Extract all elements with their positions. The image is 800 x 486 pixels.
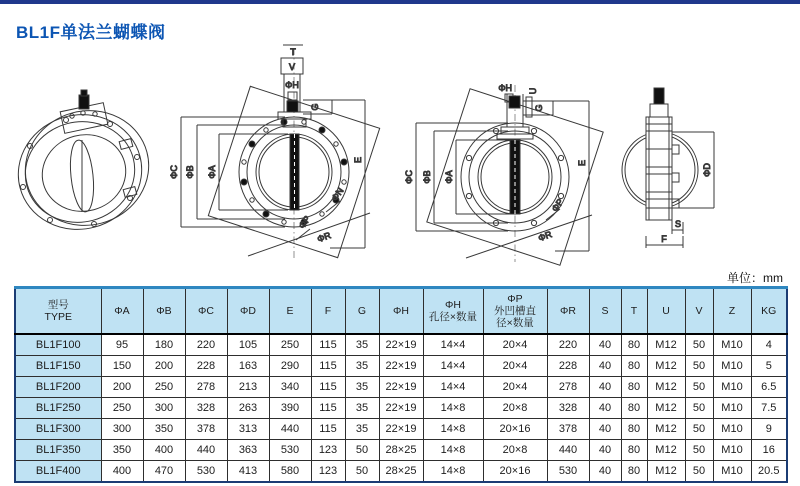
table-row: [15, 461, 787, 483]
value-cell: 300: [143, 398, 185, 419]
value-cell: 20×4: [483, 377, 547, 398]
value-cell: 6.5: [751, 377, 787, 398]
dim-label-g: G: [310, 103, 320, 111]
table-row: [15, 334, 787, 356]
dim-label-phi-p: ΦP: [549, 197, 566, 214]
value-cell: 250: [269, 334, 311, 356]
col-header-4: [227, 288, 269, 335]
value-cell: 278: [547, 377, 589, 398]
value-cell: 5: [751, 356, 787, 377]
value-cell: 290: [269, 356, 311, 377]
col-header-6: [311, 288, 345, 335]
value-cell: 35: [345, 356, 379, 377]
value-cell: 213: [227, 377, 269, 398]
value-cell: 14×8: [423, 398, 483, 419]
col-header-text: ΦH: [393, 304, 409, 317]
value-cell: 363: [227, 440, 269, 461]
col-header-text: ΦB: [156, 304, 172, 317]
col-header-text: ΦP: [507, 292, 523, 305]
value-cell: 22×19: [379, 334, 423, 356]
value-cell: 378: [547, 419, 589, 440]
value-cell: 228: [547, 356, 589, 377]
page-title: BL1F单法兰蝴蝶阀: [16, 23, 166, 42]
model-cell: BL1F250: [15, 398, 101, 419]
value-cell: 530: [185, 461, 227, 483]
value-cell: 328: [547, 398, 589, 419]
model-cell: BL1F400: [15, 461, 101, 483]
value-cell: 200: [143, 356, 185, 377]
col-header-text: V: [695, 304, 703, 317]
col-header-text: G: [357, 304, 367, 317]
header-row: [15, 288, 787, 335]
table-row: [15, 377, 787, 398]
value-cell: M10: [713, 356, 751, 377]
value-cell: 40: [589, 334, 621, 356]
value-cell: M10: [713, 377, 751, 398]
model-cell: BL1F200: [15, 377, 101, 398]
front-view-drawing-1: [169, 45, 380, 258]
value-cell: 20×8: [483, 440, 547, 461]
value-cell: 80: [621, 461, 647, 483]
value-cell: 40: [589, 440, 621, 461]
value-cell: 123: [311, 461, 345, 483]
col-header-text: F: [324, 304, 332, 317]
table-row: [15, 356, 787, 377]
dim-label-t: T: [290, 47, 296, 57]
value-cell: 4: [751, 334, 787, 356]
model-cell: BL1F150: [15, 356, 101, 377]
col-header-text: TYPE: [44, 311, 72, 323]
value-cell: 200: [101, 377, 143, 398]
value-cell: 263: [227, 398, 269, 419]
table-row: [15, 440, 787, 461]
side-view-drawing: [622, 88, 714, 248]
col-header-text: T: [630, 304, 638, 317]
value-cell: 9: [751, 419, 787, 440]
dim-label-phi-d: ΦD: [702, 163, 712, 177]
value-cell: 14×8: [423, 419, 483, 440]
value-cell: M10: [713, 334, 751, 356]
col-header-text: E: [286, 304, 294, 317]
value-cell: 115: [311, 334, 345, 356]
value-cell: 470: [143, 461, 185, 483]
col-header-text: 型号: [47, 298, 69, 311]
value-cell: M12: [647, 419, 685, 440]
value-cell: 35: [345, 419, 379, 440]
value-cell: 20×16: [483, 419, 547, 440]
value-cell: 115: [311, 419, 345, 440]
value-cell: 350: [143, 419, 185, 440]
value-cell: 80: [621, 419, 647, 440]
value-cell: 150: [101, 356, 143, 377]
value-cell: 80: [621, 440, 647, 461]
value-cell: 580: [269, 461, 311, 483]
dim-label-phi-r: ΦR: [315, 230, 333, 245]
unit-note: 单位：mm: [727, 271, 783, 285]
value-cell: 35: [345, 398, 379, 419]
col-header-17: [751, 288, 787, 335]
value-cell: 115: [311, 398, 345, 419]
value-cell: 328: [185, 398, 227, 419]
value-cell: M12: [647, 440, 685, 461]
value-cell: 14×8: [423, 461, 483, 483]
col-header-text: ΦC: [198, 304, 214, 317]
value-cell: 180: [143, 334, 185, 356]
value-cell: 7.5: [751, 398, 787, 419]
value-cell: 22×19: [379, 377, 423, 398]
col-header-text: ΦR: [560, 304, 576, 317]
value-cell: 250: [101, 398, 143, 419]
col-header-12: [589, 288, 621, 335]
value-cell: 115: [311, 356, 345, 377]
col-header-text: ΦH: [445, 298, 461, 311]
value-cell: M12: [647, 398, 685, 419]
value-cell: 80: [621, 398, 647, 419]
value-cell: 22×19: [379, 356, 423, 377]
value-cell: 50: [685, 419, 713, 440]
dim-label-phi-p: ΦP: [296, 214, 313, 231]
value-cell: 14×8: [423, 440, 483, 461]
value-cell: 16: [751, 440, 787, 461]
value-cell: 22×19: [379, 398, 423, 419]
value-cell: 530: [269, 440, 311, 461]
value-cell: 400: [143, 440, 185, 461]
value-cell: 22×19: [379, 419, 423, 440]
col-header-text: 孔径×数量: [428, 311, 478, 323]
value-cell: 20.5: [751, 461, 787, 483]
value-cell: 50: [685, 377, 713, 398]
value-cell: 50: [345, 440, 379, 461]
dim-label-phi-r: ΦR: [536, 229, 554, 244]
value-cell: 35: [345, 334, 379, 356]
value-cell: 413: [227, 461, 269, 483]
value-cell: 28×25: [379, 440, 423, 461]
model-cell: BL1F350: [15, 440, 101, 461]
col-header-11: [547, 288, 589, 335]
col-header-text: ΦD: [240, 304, 256, 317]
value-cell: 340: [269, 377, 311, 398]
col-header-7: [345, 288, 379, 335]
value-cell: 50: [685, 356, 713, 377]
value-cell: 163: [227, 356, 269, 377]
model-cell: BL1F100: [15, 334, 101, 356]
value-cell: 50: [685, 398, 713, 419]
value-cell: 300: [101, 419, 143, 440]
value-cell: 80: [621, 334, 647, 356]
value-cell: 14×4: [423, 377, 483, 398]
value-cell: 220: [547, 334, 589, 356]
col-header-9: [423, 288, 483, 335]
col-header-13: [621, 288, 647, 335]
value-cell: 14×4: [423, 334, 483, 356]
col-header-0: [15, 288, 101, 335]
value-cell: 40: [589, 398, 621, 419]
value-cell: M10: [713, 419, 751, 440]
dim-label-phi-c: ΦC: [404, 170, 414, 184]
value-cell: 440: [185, 440, 227, 461]
col-header-text: ΦA: [114, 304, 130, 317]
dim-label-f: F: [661, 234, 667, 244]
value-cell: 313: [227, 419, 269, 440]
dim-label-phi-n: ΦN: [329, 185, 346, 203]
col-header-5: [269, 288, 311, 335]
value-cell: 105: [227, 334, 269, 356]
col-header-16: [713, 288, 751, 335]
value-cell: 250: [143, 377, 185, 398]
value-cell: 50: [685, 461, 713, 483]
value-cell: 390: [269, 398, 311, 419]
stem-section: [287, 101, 298, 112]
iso-view-drawing: [5, 90, 161, 243]
value-cell: 228: [185, 356, 227, 377]
value-cell: 20×4: [483, 334, 547, 356]
value-cell: M12: [647, 356, 685, 377]
dim-label-phi-a: ΦA: [207, 165, 217, 179]
valve-stem: [654, 88, 664, 104]
value-cell: M12: [647, 334, 685, 356]
table-row: [15, 398, 787, 419]
value-cell: 80: [621, 356, 647, 377]
value-cell: 440: [269, 419, 311, 440]
value-cell: 80: [621, 377, 647, 398]
valve-body-side: [646, 117, 672, 220]
value-cell: 20×16: [483, 461, 547, 483]
value-cell: 20×4: [483, 356, 547, 377]
value-cell: 115: [311, 377, 345, 398]
value-cell: 50: [345, 461, 379, 483]
col-header-2: [143, 288, 185, 335]
value-cell: 378: [185, 419, 227, 440]
value-cell: M10: [713, 398, 751, 419]
front-view-drawing-2: [404, 83, 603, 265]
valve-stem: [79, 95, 89, 109]
value-cell: M10: [713, 440, 751, 461]
value-cell: 28×25: [379, 461, 423, 483]
value-cell: M12: [647, 377, 685, 398]
dim-label-phi-a: ΦA: [444, 170, 454, 184]
value-cell: 50: [685, 440, 713, 461]
col-header-text: 径×数量: [496, 317, 534, 330]
value-cell: 350: [101, 440, 143, 461]
col-header-text: S: [601, 304, 609, 317]
value-cell: 278: [185, 377, 227, 398]
col-header-1: [101, 288, 143, 335]
model-cell: BL1F300: [15, 419, 101, 440]
value-cell: 400: [101, 461, 143, 483]
value-cell: 123: [311, 440, 345, 461]
dim-label-u: U: [528, 87, 538, 95]
col-header-8: [379, 288, 423, 335]
value-cell: 50: [685, 334, 713, 356]
col-header-text: U: [662, 304, 670, 317]
value-cell: 440: [547, 440, 589, 461]
value-cell: 20×8: [483, 398, 547, 419]
value-cell: 220: [185, 334, 227, 356]
value-cell: M10: [713, 461, 751, 483]
spec-table: [14, 286, 788, 483]
col-header-14: [647, 288, 685, 335]
value-cell: 40: [589, 419, 621, 440]
value-cell: M12: [647, 461, 685, 483]
dim-label-v: V: [288, 62, 296, 72]
stem-section: [509, 96, 520, 108]
table-row: [15, 419, 787, 440]
col-header-15: [685, 288, 713, 335]
dim-label-e: E: [577, 159, 587, 167]
col-header-text: 外凹槽直: [494, 304, 536, 317]
dim-label-g: G: [534, 104, 544, 112]
dim-label-phi-b: ΦB: [422, 170, 432, 184]
value-cell: 95: [101, 334, 143, 356]
dim-label-s: S: [674, 219, 682, 229]
value-cell: 35: [345, 377, 379, 398]
col-header-3: [185, 288, 227, 335]
dim-label-phi-c: ΦC: [169, 165, 179, 179]
value-cell: 40: [589, 461, 621, 483]
value-cell: 14×4: [423, 356, 483, 377]
dim-label-phi-h: ΦH: [285, 80, 299, 90]
col-header-text: Z: [728, 304, 736, 317]
dim-label-phi-h: ΦH: [498, 83, 512, 93]
col-header-10: [483, 288, 547, 335]
value-cell: 40: [589, 356, 621, 377]
dim-label-phi-b: ΦB: [185, 165, 195, 179]
col-header-text: KG: [761, 304, 777, 317]
value-cell: 40: [589, 377, 621, 398]
value-cell: 530: [547, 461, 589, 483]
dim-label-e: E: [353, 156, 363, 164]
